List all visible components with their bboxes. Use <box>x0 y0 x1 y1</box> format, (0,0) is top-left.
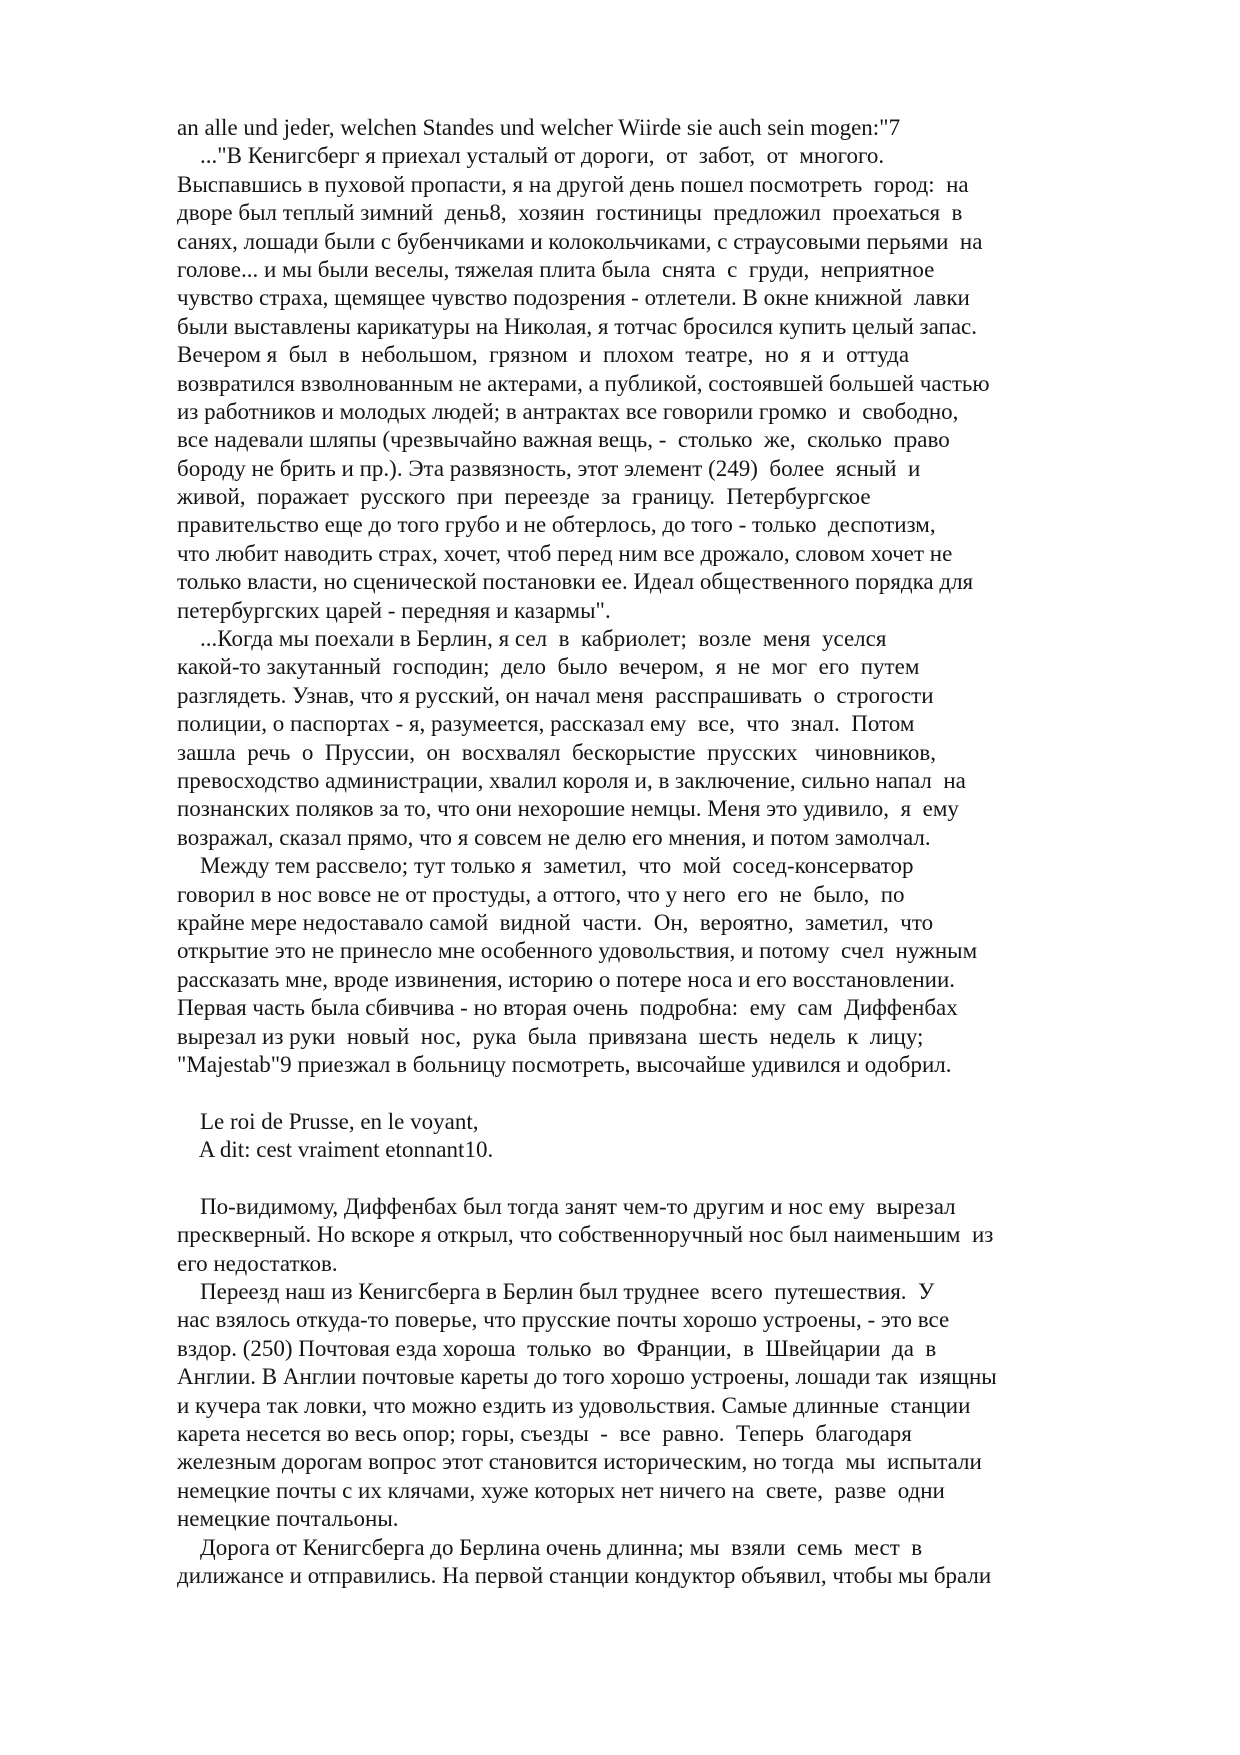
text-line: нас взялось откуда-то поверье, что прусские почты хорошо устроены, - это все <box>177 1307 950 1333</box>
text-line: дворе был теплый зимний день8, хозяин гостиницы предложил проехаться в <box>177 200 963 226</box>
text-line: немецкие почты с их клячами, хуже которых нет ничего на свете, разве одни <box>177 1477 945 1503</box>
text-line: an alle und jeder, welchen Standes und welcher Wiirde sie auch sein mogen:"7 <box>177 115 901 140</box>
text-line: Дорога от Кенигсберга до Берлина очень длинна; мы взяли семь мест в <box>177 1534 923 1560</box>
text-line: Англии. В Англии почтовые кареты до того хорошо устроены, лошади так изящны <box>177 1364 997 1390</box>
text-line: правительство еще до того грубо и не обтерлось, до того - только деспотизм, <box>177 512 936 538</box>
text-line: все надевали шляпы (чрезвычайно важная вещь, - столько же, сколько право <box>177 427 950 453</box>
text-line: прескверный. Но вскоре я открыл, что собственноручный нос был наименьшим из <box>177 1222 994 1248</box>
text-line: железным дорогам вопрос этот становится историческим, но тогда мы испытали <box>177 1449 982 1475</box>
text-line: голове... и мы были веселы, тяжелая плита была снята с груди, неприятное <box>177 256 935 282</box>
blank-line <box>177 1164 1077 1192</box>
text-line: По-видимому, Диффенбах был тогда занят чем-то другим и нос ему вырезал <box>177 1193 956 1219</box>
text-line: познанских поляков за то, что они нехорошие немцы. Меня это удивило, я ему <box>177 796 959 822</box>
text-line: возражал, сказал прямо, что я совсем не делю его мнения, и потом замолчал. <box>177 824 931 850</box>
text-line: Вечером я был в небольшом, грязном и плохом театре, но я и оттуда <box>177 342 910 368</box>
text-line: возвратился взволнованным не актерами, а публикой, состоявшей большей частью <box>177 370 990 396</box>
text-line: Между тем рассвело; тут только я заметил, что мой сосед-консерватор <box>177 853 914 879</box>
text-line: из работников и молодых людей; в антрактах все говорили громко и свободно, <box>177 398 959 424</box>
blank-line <box>177 1079 1077 1107</box>
text-line: ..."В Кенигсберг я приехал усталый от дороги, от забот, от многого. <box>177 143 885 169</box>
text-line: петербургских царей - передняя и казармы". <box>177 597 611 623</box>
text-line: какой-то закутанный господин; дело было вечером, я не мог его путем <box>177 654 920 680</box>
text-line: Le roi de Prusse, en le voyant, <box>177 1108 479 1134</box>
text-line: чувство страха, щемящее чувство подозрения - отлетели. В окне книжной лавки <box>177 285 970 311</box>
text-line: Переезд наш из Кенигсберга в Берлин был труднее всего путешествия. У <box>177 1279 935 1305</box>
text-line: были выставлены карикатуры на Николая, я тотчас бросился купить целый запас. <box>177 313 977 339</box>
document-page <box>177 114 1077 1590</box>
text-line: бороду не брить и пр.). Эта развязность, этот элемент (249) более ясный и <box>177 455 921 481</box>
text-line: открытие это не принесло мне особенного удовольствия, и потому счел нужным <box>177 938 978 964</box>
text-line: рассказать мне, вроде извинения, историю о потере носа и его восстановлении. <box>177 966 956 992</box>
text-line: вырезал из руки новый нос, рука была привязана шесть недель к лицу; <box>177 1023 924 1049</box>
text-line: ...Когда мы поехали в Берлин, я сел в кабриолет; возле меня уселся <box>177 626 887 652</box>
text-line: крайне мере недоставало самой видной части. Он, вероятно, заметил, что <box>177 909 934 935</box>
text-line: карета несется во весь опор; горы, съезды - все равно. Теперь благодаря <box>177 1420 912 1446</box>
text-line: его недостатков. <box>177 1250 338 1276</box>
text-line: Первая часть была сбивчива - но вторая очень подробна: ему сам Диффенбах <box>177 995 958 1021</box>
text-line: "Majestab"9 приезжал в больницу посмотреть, высочайше удивился и одобрил. <box>177 1051 952 1077</box>
text-line: разглядеть. Узнав, что я русский, он начал меня расспрашивать о строгости <box>177 682 934 708</box>
text-line: что любит наводить страх, хочет, чтоб перед ним все дрожало, словом хочет не <box>177 540 953 566</box>
text-line: A dit: cest vraiment etonnant10. <box>177 1137 494 1163</box>
text-line: немецкие почтальоны. <box>177 1506 399 1532</box>
text-line: санях, лошади были с бубенчиками и колокольчиками, с страусовыми перьями на <box>177 228 983 254</box>
text-line: дилижансе и отправились. На первой станции кондуктор объявил, чтобы мы брали <box>177 1562 992 1588</box>
text-line: и кучера так ловки, что можно ездить из удовольствия. Самые длинные станции <box>177 1392 971 1418</box>
text-line: только власти, но сценической постановки ее. Идеал общественного порядка для <box>177 569 974 595</box>
text-line: зашла речь о Пруссии, он восхвалял бескорыстие прусских чиновников, <box>177 739 937 765</box>
text-line: Выспавшись в пуховой пропасти, я на другой день пошел посмотреть город: на <box>177 171 969 197</box>
text-line: превосходство администрации, хвалил короля и, в заключение, сильно напал на <box>177 767 966 793</box>
text-line: вздор. (250) Почтовая езда хороша только во Франции, в Швейцарии да в <box>177 1335 937 1361</box>
text-line: говорил в нос вовсе не от простуды, а оттого, что у него его не было, по <box>177 881 905 907</box>
text-line: полиции, о паспортах - я, разумеется, рассказал ему все, что знал. Потом <box>177 711 915 737</box>
text-line: живой, поражает русского при переезде за границу. Петербургское <box>177 484 871 510</box>
